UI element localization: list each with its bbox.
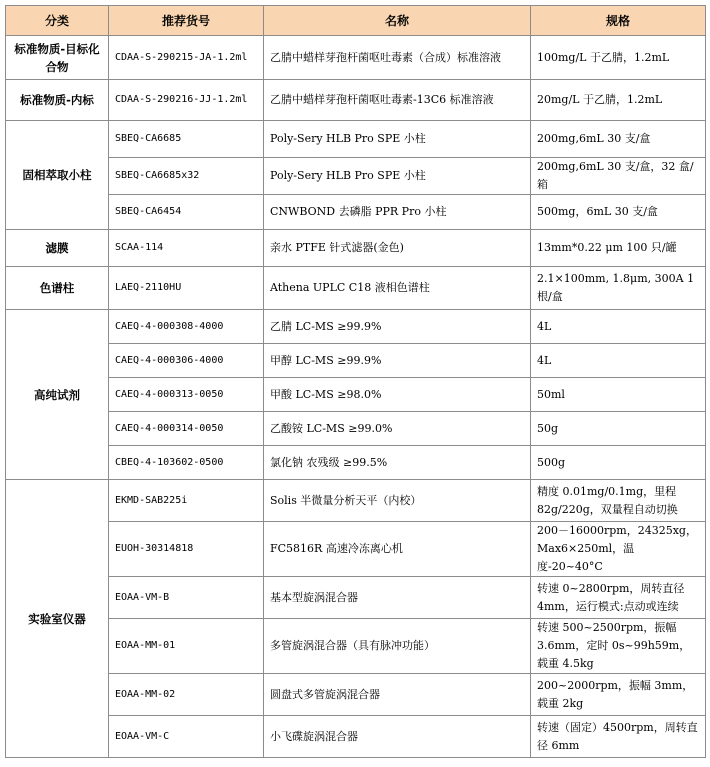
category-cell: 高纯试剂	[6, 310, 109, 480]
spec-cell: 20mg/L 于乙腈，1.2mL	[531, 80, 706, 121]
table-row	[6, 195, 706, 230]
category-cell: 色谱柱	[6, 267, 109, 310]
table-row	[6, 446, 706, 480]
name-cell: Poly-Sery HLB Pro SPE 小柱	[264, 158, 531, 195]
header-category: 分类	[6, 6, 109, 36]
name-cell: 乙酸铵 LC-MS ≥99.0%	[264, 412, 531, 446]
name-cell: 多管旋涡混合器（具有脉冲功能）	[264, 619, 531, 674]
code-cell: CDAA-S-290215-JA-1.2ml	[109, 36, 264, 80]
code-cell: CAEQ-4-000313-0050	[109, 378, 264, 412]
table-row	[6, 158, 706, 195]
spec-cell: 100mg/L 于乙腈，1.2mL	[531, 36, 706, 80]
spec-cell: 500mg，6mL 30 支/盒	[531, 195, 706, 230]
header-spec: 规格	[531, 6, 706, 36]
name-cell: 小飞碟旋涡混合器	[264, 716, 531, 758]
category-cell: 标准物质-目标化合物	[6, 36, 109, 80]
code-cell: CAEQ-4-000306-4000	[109, 344, 264, 378]
table-row	[6, 267, 706, 310]
table-row	[6, 480, 706, 522]
table-row	[6, 36, 706, 80]
code-cell: SBEQ-CA6685x32	[109, 158, 264, 195]
code-cell: EOAA-MM-01	[109, 619, 264, 674]
name-cell: 乙腈中蜡样芽孢杆菌呕吐毒素（合成）标准溶液	[264, 36, 531, 80]
spec-cell: 转速 500~2500rpm，振幅 3.6mm，定时 0s~99h59m，载重 4.5kg	[531, 619, 706, 674]
code-cell: EOAA-MM-02	[109, 674, 264, 716]
table-row	[6, 619, 706, 674]
table-row	[6, 121, 706, 158]
table-row	[6, 412, 706, 446]
name-cell: Poly-Sery HLB Pro SPE 小柱	[264, 121, 531, 158]
spec-cell: 精度 0.01mg/0.1mg，里程 82g/220g，双量程自动切换	[531, 480, 706, 522]
name-cell: 基本型旋涡混合器	[264, 577, 531, 619]
spec-cell: 转速（固定）4500rpm，周转直径 6mm	[531, 716, 706, 758]
table-row	[6, 344, 706, 378]
code-cell: CAEQ-4-000308-4000	[109, 310, 264, 344]
spec-cell: 200~2000rpm，振幅 3mm，载重 2kg	[531, 674, 706, 716]
header-row	[6, 6, 706, 36]
spec-cell: 转速 0~2800rpm，周转直径 4mm，运行模式:点动或连续	[531, 577, 706, 619]
table-row	[6, 674, 706, 716]
header-code: 推荐货号	[109, 6, 264, 36]
category-cell: 固相萃取小柱	[6, 121, 109, 230]
spec-cell: 13mm*0.22 μm 100 只/罐	[531, 230, 706, 267]
name-cell: 甲醇 LC-MS ≥99.9%	[264, 344, 531, 378]
table-row	[6, 230, 706, 267]
name-cell: 乙腈中蜡样芽孢杆菌呕吐毒素-13C6 标准溶液	[264, 80, 531, 121]
name-cell: CNWBOND 去磷脂 PPR Pro 小柱	[264, 195, 531, 230]
spec-cell: 4L	[531, 310, 706, 344]
name-cell: FC5816R 高速冷冻离心机	[264, 522, 531, 577]
name-cell: 乙腈 LC-MS ≥99.9%	[264, 310, 531, 344]
spec-cell: 200－16000rpm，24325xg，Max6×250ml，温度-20~40°C	[531, 522, 706, 577]
code-cell: SCAA-114	[109, 230, 264, 267]
table-row	[6, 522, 706, 577]
table-row	[6, 80, 706, 121]
name-cell: 氯化钠 农残级 ≥99.5%	[264, 446, 531, 480]
spec-cell: 200mg,6mL 30 支/盒，32 盒/箱	[531, 158, 706, 195]
category-cell: 标准物质-内标	[6, 80, 109, 121]
code-cell: LAEQ-2110HU	[109, 267, 264, 310]
name-cell: 亲水 PTFE 针式滤器(金色)	[264, 230, 531, 267]
spec-cell: 4L	[531, 344, 706, 378]
product-table	[5, 5, 706, 758]
header-name: 名称	[264, 6, 531, 36]
code-cell: EOAA-VM-C	[109, 716, 264, 758]
category-cell: 滤膜	[6, 230, 109, 267]
table-row	[6, 310, 706, 344]
name-cell: Athena UPLC C18 液相色谱柱	[264, 267, 531, 310]
category-cell: 实验室仪器	[6, 480, 109, 758]
code-cell: SBEQ-CA6685	[109, 121, 264, 158]
spec-cell: 500g	[531, 446, 706, 480]
name-cell: Solis 半微量分析天平（内校）	[264, 480, 531, 522]
spec-cell: 200mg,6mL 30 支/盒	[531, 121, 706, 158]
code-cell: CAEQ-4-000314-0050	[109, 412, 264, 446]
spec-cell: 2.1×100mm, 1.8μm, 300A 1 根/盒	[531, 267, 706, 310]
table-row	[6, 378, 706, 412]
name-cell: 甲酸 LC-MS ≥98.0%	[264, 378, 531, 412]
spec-cell: 50g	[531, 412, 706, 446]
code-cell: SBEQ-CA6454	[109, 195, 264, 230]
code-cell: EOAA-VM-B	[109, 577, 264, 619]
code-cell: EUOH-30314818	[109, 522, 264, 577]
table-row	[6, 716, 706, 758]
code-cell: CDAA-S-290216-JJ-1.2ml	[109, 80, 264, 121]
spec-cell: 50ml	[531, 378, 706, 412]
code-cell: CBEQ-4-103602-0500	[109, 446, 264, 480]
name-cell: 圆盘式多管旋涡混合器	[264, 674, 531, 716]
table-row	[6, 577, 706, 619]
code-cell: EKMD-SAB225i	[109, 480, 264, 522]
